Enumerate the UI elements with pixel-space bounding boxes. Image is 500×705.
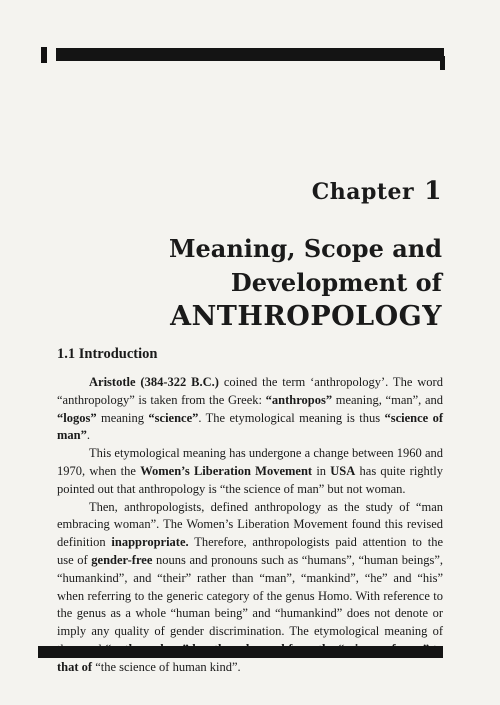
p2-bold-b: Women’s Liberation Movement — [140, 463, 313, 478]
p3-text-c: Therefore, anthropologists paid attention to the use of — [57, 535, 443, 567]
chapter-title-line-1: Meaning, Scope and — [168, 234, 442, 263]
p1-bold-a: Aristotle (384-322 B.C.) — [89, 375, 219, 389]
p1-text-h: . The etymological meaning is thus — [198, 410, 385, 425]
p1-bold-i: “science of man” — [57, 410, 444, 443]
header-rule-tick — [440, 56, 445, 70]
chapter-heading — [312, 176, 442, 205]
p1-text-j: . — [86, 428, 90, 443]
p1-bold-g: “science” — [148, 410, 199, 425]
page-margin-mark — [41, 47, 47, 63]
p3-text-a: Then, anthropologists, defined anthropology as the study of “man embracing woman”. The Women’s Liberation Movement found this revised definition — [57, 499, 443, 550]
body-text — [57, 374, 443, 677]
chapter-label: Chapter — [311, 179, 415, 205]
p1-bold-c: “anthropos” — [265, 392, 333, 407]
header-rule — [56, 48, 444, 61]
p1-text-f: meaning — [96, 410, 149, 425]
section-heading: 1.1 Introduction — [57, 346, 158, 362]
p3-bold-b: inappropriate. — [111, 535, 189, 550]
p3-bold-d: gender-free — [91, 552, 153, 567]
p2-text-c: in — [312, 463, 331, 478]
chapter-title — [169, 232, 442, 334]
chapter-title-line-3: ANTHROPOLOGY — [170, 301, 442, 332]
chapter-number: 1 — [424, 176, 442, 205]
p2-text-e: has quite rightly pointed out that anthropology is “the science of man” but not woman. — [57, 463, 443, 496]
p3-text-e: nouns and pronouns such as “humans”, “human beings”, “humankind”, and “their” rather than “man”, “mankind”, “he” and “his” when referring to the generic category of the genus Homo. With reference to the genus as a whole “human being” and “humankind” does not denote or imply any quality of gender discrimination. The etymological meaning of — [57, 552, 443, 639]
p1-bold-e: “logos” — [57, 410, 97, 425]
p3-text-g: “the science of human kind”. — [92, 659, 241, 674]
paragraph-2 — [57, 445, 443, 498]
p3-bold-f: that of — [57, 659, 93, 674]
p1-text-b: coined the term ‘anthropology’. The word “anthropology” is taken from the Greek: — [57, 375, 443, 407]
p2-bold-d: USA — [330, 463, 356, 478]
p1-text-d: meaning, “man”, and — [332, 392, 443, 407]
paragraph-1 — [57, 374, 443, 445]
footer-rule — [38, 646, 443, 658]
chapter-title-line-2: Development of — [230, 268, 442, 297]
p2-text-a: This etymological meaning has undergone a change between 1960 and 1970, when the — [57, 446, 443, 478]
